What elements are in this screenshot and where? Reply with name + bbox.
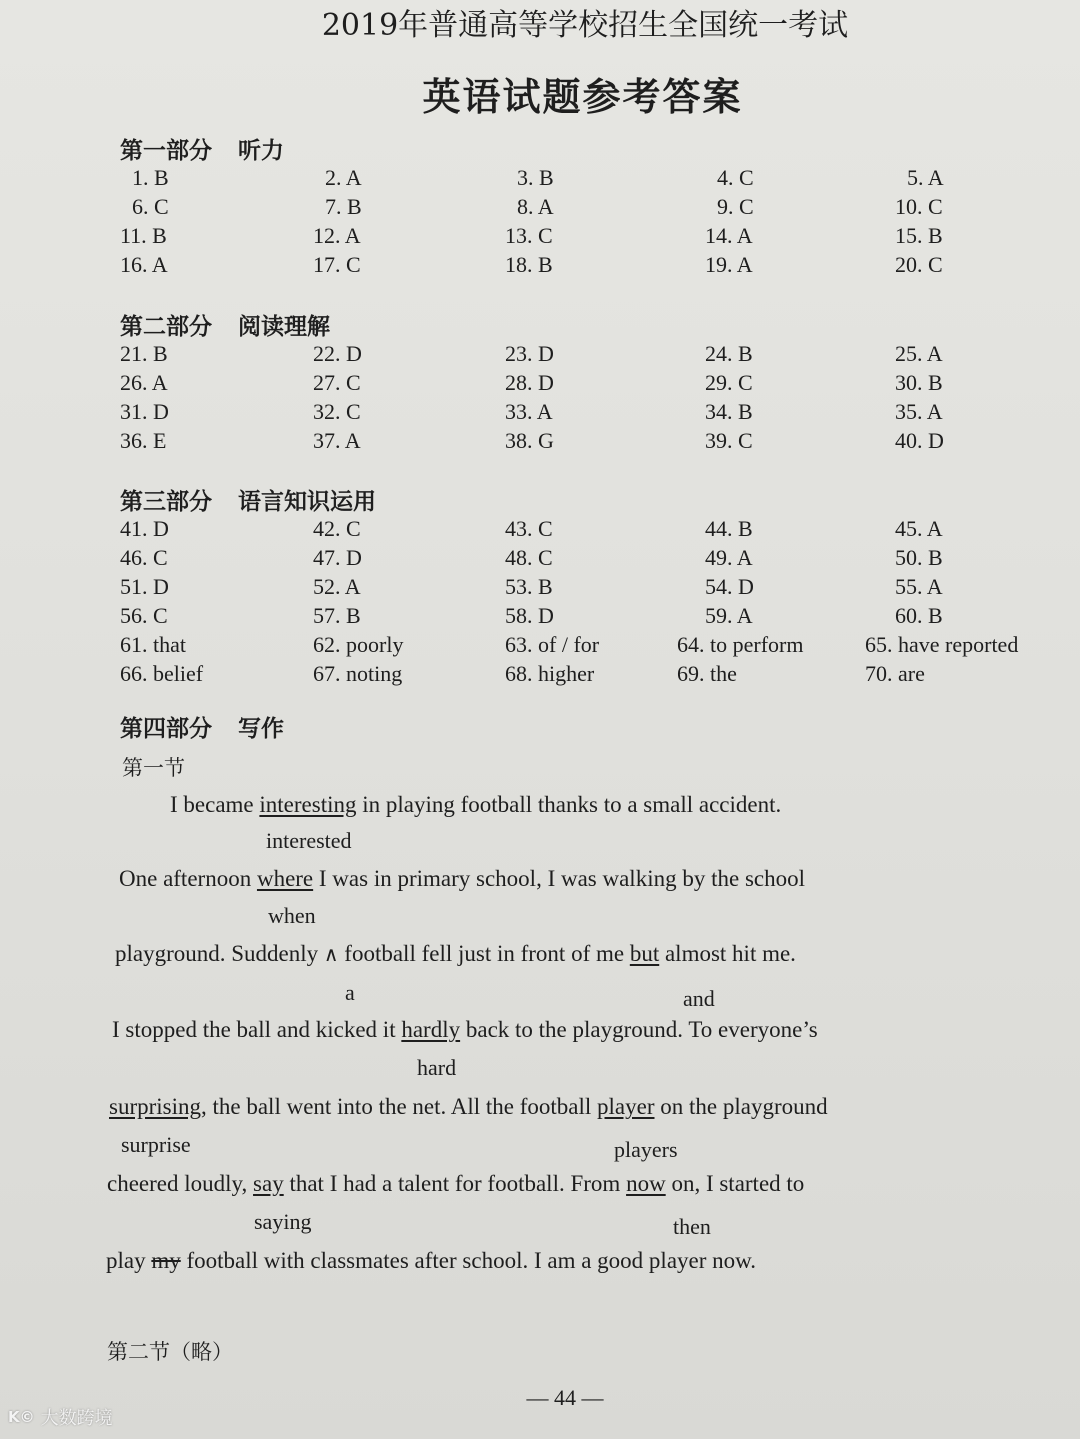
answer-item: 61. that [120, 631, 186, 657]
answer-item: 36. E [120, 427, 167, 453]
answer-row [120, 601, 1065, 630]
document-title: 英语试题参考答案 [422, 75, 743, 119]
answer-item: 53. B [505, 573, 553, 599]
section-2-heading [120, 308, 356, 341]
answer-item: 55. A [895, 573, 943, 599]
answer-item: 39. C [705, 427, 753, 453]
answer-row [120, 192, 1065, 221]
answer-item: 16. A [120, 251, 168, 277]
answer-item: 58. D [505, 602, 554, 628]
answer-item: 26. A [120, 369, 168, 395]
answer-item: 41. D [120, 515, 169, 541]
answer-row [120, 630, 1065, 659]
answer-row [120, 514, 1065, 543]
error-word: interesting [259, 792, 357, 817]
essay-text: , the ball went into the net. All the football [201, 1094, 598, 1119]
answer-item: 35. A [895, 398, 943, 424]
answer-item: 11. B [120, 222, 167, 248]
section-number: 第二部分 [120, 314, 212, 340]
answer-item: 4. C [717, 164, 754, 190]
essay-line [107, 1171, 804, 1197]
answer-item: 13. C [505, 222, 553, 248]
essay-text: that I had a talent for football. From [283, 1171, 627, 1196]
exam-title: 2019年普通高等学校招生全国统一考试 [321, 8, 849, 43]
answer-item: 17. C [313, 251, 361, 277]
essay-text: on the playground [654, 1094, 828, 1119]
answer-row [120, 368, 1065, 397]
section-3-answers [120, 514, 1065, 688]
correction: saying [254, 1209, 312, 1234]
error-word: surprising [109, 1094, 201, 1119]
section-3-heading [120, 483, 402, 516]
error-word: now [626, 1171, 666, 1196]
answer-row [120, 163, 1065, 192]
answer-item: 65. have reported [865, 631, 1019, 657]
answer-row [120, 543, 1065, 572]
answer-item: 33. A [505, 398, 553, 424]
answer-item: 51. D [120, 573, 169, 599]
essay-line [109, 1094, 828, 1120]
essay-text: playground. Suddenly [115, 941, 324, 966]
correction: then [673, 1214, 711, 1239]
answer-item: 23. D [505, 340, 554, 366]
section-number: 第一部分 [120, 138, 212, 164]
answer-item: 38. G [505, 427, 554, 453]
answer-item: 59. A [705, 602, 753, 628]
section-1-answers [120, 163, 1065, 279]
answer-item: 34. B [705, 398, 753, 424]
answer-item: 25. A [895, 340, 943, 366]
answer-item: 43. C [505, 515, 553, 541]
answer-item: 9. C [717, 193, 754, 219]
answer-item: 31. D [120, 398, 169, 424]
essay-line [112, 1017, 818, 1043]
essay-text: play [106, 1248, 152, 1273]
section-1-heading [120, 132, 310, 165]
answer-item: 27. C [313, 369, 361, 395]
essay-text: almost hit me. [659, 941, 796, 966]
answer-item: 69. the [677, 660, 737, 686]
answer-item: 21. B [120, 340, 168, 366]
answer-item: 29. C [705, 369, 753, 395]
answer-item: 45. A [895, 515, 943, 541]
answer-row [120, 221, 1065, 250]
page-number: — 44 — [526, 1385, 604, 1410]
answer-row [120, 250, 1065, 279]
watermark-text: 大数跨境 [40, 1408, 113, 1429]
answer-item: 62. poorly [313, 631, 404, 657]
essay-text: on, I started to [665, 1171, 805, 1196]
answer-row [120, 572, 1065, 601]
essay-line [170, 792, 781, 818]
answer-item: 5. A [907, 164, 944, 190]
section-subject: 语言知识运用 [238, 489, 376, 515]
correction: players [614, 1137, 678, 1162]
essay-line [106, 1248, 756, 1274]
essay-text: I was in primary school, I was walking by the school [313, 866, 805, 891]
correction: surprise [121, 1132, 191, 1157]
essay-text: I stopped the ball and kicked it [112, 1017, 402, 1042]
essay-text: football with classmates after school. I am a good player now. [180, 1248, 757, 1273]
answer-item: 46. C [120, 544, 168, 570]
error-word: but [629, 941, 660, 966]
watermark-logo-icon: K© [8, 1408, 35, 1426]
section-4-heading [120, 710, 310, 743]
insert-caret-icon: ∧ [323, 942, 339, 966]
answer-item: 1. B [132, 164, 169, 190]
section-subject: 写作 [238, 716, 284, 742]
correction: and [683, 986, 715, 1011]
answer-item: 3. B [517, 164, 554, 190]
answer-item: 52. A [313, 573, 361, 599]
answer-row [120, 426, 1065, 455]
answer-item: 70. are [865, 660, 925, 686]
answer-item: 66. belief [120, 660, 204, 686]
essay-text: cheered loudly, [107, 1171, 254, 1196]
answer-item: 42. C [313, 515, 361, 541]
answer-item: 68. higher [505, 660, 595, 686]
answer-item: 30. B [895, 369, 943, 395]
essay-text: football fell just in front of me [338, 941, 630, 966]
section-number: 第四部分 [120, 716, 212, 742]
section-2-answers [120, 339, 1065, 455]
correction: a [345, 980, 355, 1005]
correction: hard [417, 1055, 457, 1080]
answer-item: 8. A [517, 193, 554, 219]
answer-item: 18. B [505, 251, 553, 277]
answer-item: 50. B [895, 544, 943, 570]
answer-item: 20. C [895, 251, 943, 277]
answer-item: 19. A [705, 251, 753, 277]
answer-row [120, 339, 1065, 368]
answer-item: 60. B [895, 602, 943, 628]
answer-item: 47. D [313, 544, 362, 570]
section-number: 第三部分 [120, 489, 212, 515]
essay-text: in playing football thanks to a small accident. [356, 792, 782, 817]
answer-item: 22. D [313, 340, 362, 366]
part-2-label: 第二节（略） [107, 1340, 233, 1364]
answer-item: 64. to perform [677, 631, 804, 657]
error-word: hardly [401, 1017, 461, 1042]
answer-item: 24. B [705, 340, 753, 366]
essay-text: back to the playground. To everyone’s [460, 1017, 818, 1042]
answer-item: 40. D [895, 427, 944, 453]
answer-item: 37. A [313, 427, 361, 453]
answer-row [120, 659, 1065, 688]
deleted-word: my [151, 1248, 181, 1273]
correction: when [268, 903, 316, 928]
correction: interested [266, 828, 352, 853]
watermark [8, 1404, 113, 1430]
error-word: player [597, 1094, 655, 1119]
essay-line [115, 941, 796, 967]
answer-item: 67. noting [313, 660, 403, 686]
answer-item: 56. C [120, 602, 168, 628]
answer-item: 48. C [505, 544, 553, 570]
answer-item: 32. C [313, 398, 361, 424]
essay-text: I became [170, 792, 260, 817]
answer-item: 44. B [705, 515, 753, 541]
answer-item: 54. D [705, 573, 754, 599]
answer-item: 15. B [895, 222, 943, 248]
section-subject: 阅读理解 [238, 314, 330, 340]
answer-item: 49. A [705, 544, 753, 570]
answer-row [120, 397, 1065, 426]
error-word: say [253, 1171, 284, 1196]
answer-item: 6. C [132, 193, 169, 219]
part-1-label: 第一节 [122, 756, 185, 780]
answer-item: 63. of / for [505, 631, 600, 657]
answer-item: 14. A [705, 222, 753, 248]
error-word: where [256, 866, 314, 891]
answer-item: 7. B [325, 193, 362, 219]
answer-item: 28. D [505, 369, 554, 395]
answer-item: 57. B [313, 602, 361, 628]
essay-line [119, 866, 805, 892]
answer-item: 12. A [313, 222, 361, 248]
essay-text: One afternoon [119, 866, 257, 891]
section-subject: 听力 [238, 138, 284, 164]
answer-item: 10. C [895, 193, 943, 219]
answer-item: 2. A [325, 164, 362, 190]
